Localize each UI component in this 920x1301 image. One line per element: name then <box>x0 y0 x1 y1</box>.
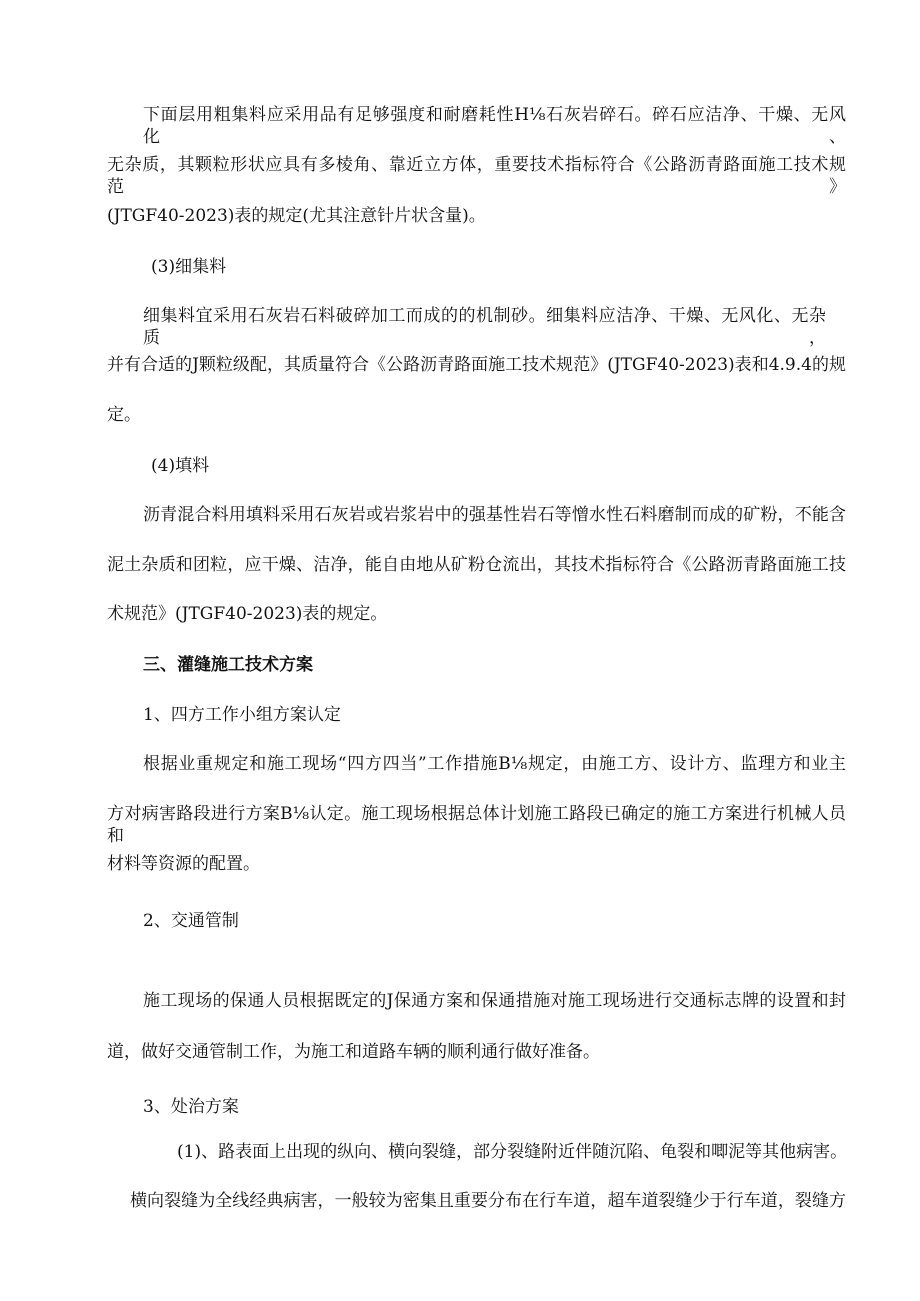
filler-heading: (4)填料 <box>151 456 210 476</box>
sub-2-heading: 2、交通管制 <box>143 911 239 931</box>
fine-aggregate-line-1: 细集料宜采用石灰岩石料破碎加工而成的的机制砂。细集料应洁净、干燥、无风化、无杂质， <box>143 306 826 348</box>
sub-3-item-1: (1)、路表面上出现的纵向、横向裂缝，部分裂缝附近伴随沉陷、龟裂和唧泥等其他病害。 <box>177 1142 848 1162</box>
sub-3-heading: 3、处治方案 <box>143 1097 239 1117</box>
fine-aggregate-heading: (3)细集料 <box>151 257 227 277</box>
sub-1-line-3: 材料等资源的配置。 <box>107 854 260 874</box>
coarse-aggregate-line-1: 下面层用粗集料应采用品有足够强度和耐磨耗性H⅛石灰岩碎石。碎石应洁净、干燥、无风化、 <box>143 105 846 147</box>
coarse-aggregate-line-2: 无杂质，其颗粒形状应具有多棱角、靠近立方体，重要技术指标符合《公路沥青路面施工技术规范》 <box>107 155 846 197</box>
sub-1-line-2: 方对病害路段进行方案B⅛认定。施工现场根据总体计划施工路段已确定的施工方案进行机械人员和 <box>107 804 846 846</box>
coarse-aggregate-line-3: (JTGF40-2023)表的规定(尤其注意针片状含量)。 <box>107 206 486 226</box>
filler-line-3: 术规范》(JTGF40-2023)表的规定。 <box>107 604 388 624</box>
filler-line-1: 沥青混合料用填料采用石灰岩或岩浆岩中的强基性岩石等憎水性石料磨制而成的矿粉，不能含 <box>143 505 846 525</box>
chapter-3-heading: 三、灌缝施工技术方案 <box>143 655 313 675</box>
fine-aggregate-line-2: 并有合适的J颗粒级配，其质量符合《公路沥青路面施工技术规范》(JTGF40-2023)表和4.9.4的规 <box>107 355 846 375</box>
sub-3-line-1: 横向裂缝为全线经典病害，一般较为密集且重要分布在行车道，超车道裂缝少于行车道，裂缝方 <box>130 1191 846 1211</box>
sub-2-line-1: 施工现场的保通人员根据既定的J保通方案和保通措施对施工现场进行交通标志牌的设置和封 <box>143 991 846 1011</box>
sub-1-heading: 1、四方工作小组方案认定 <box>143 705 341 725</box>
fine-aggregate-line-3: 定。 <box>107 405 141 425</box>
filler-line-2: 泥土杂质和团粒，应干燥、洁净，能自由地从矿粉仓流出，其技术指标符合《公路沥青路面施工技 <box>107 555 846 575</box>
sub-1-line-1: 根据业重规定和施工现场“四方四当”工作措施B⅛规定，由施工方、设计方、监理方和业主 <box>143 754 846 774</box>
sub-2-line-2: 道，做好交通管制工作，为施工和道路车辆的顺利通行做好准备。 <box>107 1042 600 1062</box>
